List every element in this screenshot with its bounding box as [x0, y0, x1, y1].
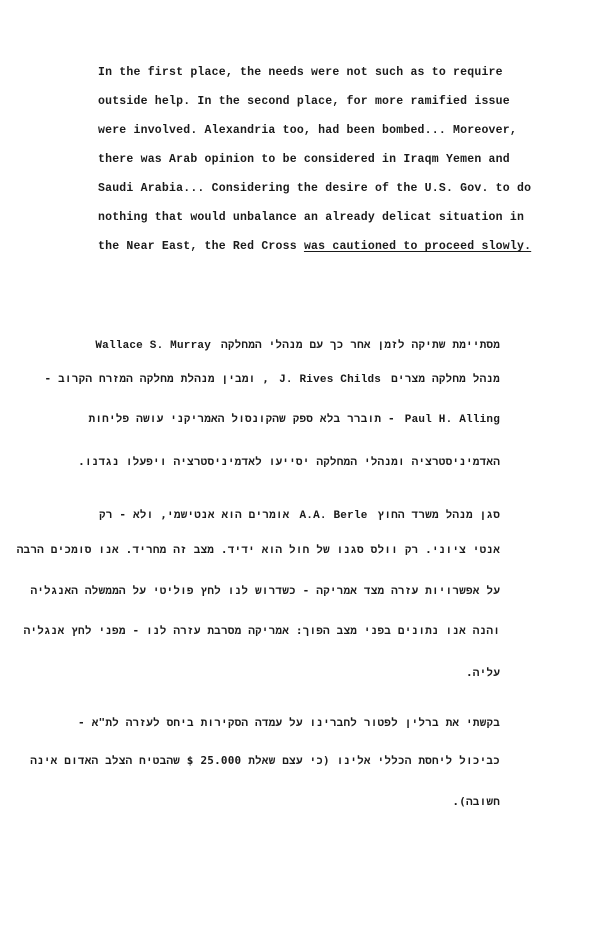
name-childs: J. Rives Childs	[279, 374, 382, 386]
english-line-3: were involved. Alexandria too, had been bombed... Moreover,	[98, 124, 517, 137]
hebrew-p3-line-2: כביכול ליחסת הכללי אלינו (כי עצם שאלת 25.000 $ שהבטיח הצלב האדום אינה	[30, 754, 500, 767]
name-alling: Paul H. Alling	[404, 414, 500, 426]
hebrew-p2-line-4: והנה אנו נתונים בפני מצב הפוך: אמריקה מסרבת עזרה לנו - מפני לחץ אנגליה	[23, 624, 500, 637]
underlined-phrase: was cautioned to proceed slowly.	[303, 240, 532, 253]
hebrew-p3-line-1: בקשתי את ברלין לפטור לחברינו על עמדה הסקירות ביחס לעזרה לת"א -	[78, 716, 500, 729]
hebrew-text: - תוברר בלא ספק שהקונסול האמריקני עושה פליחות	[88, 412, 395, 425]
hebrew-text: , ומבין מנהלת מחלקה המזרח הקרוב -	[44, 372, 270, 385]
english-line-7-start: the Near East, the Red Cross	[98, 240, 304, 253]
hebrew-text: מסתיימת שתיקה לזמן אחר כך עם מנהלי המחלקה	[221, 338, 500, 351]
hebrew-p1-line-3	[89, 412, 500, 427]
english-line-5: Saudi Arabia... Considering the desire of the U.S. Gov. to do	[98, 182, 532, 195]
hebrew-p2-line-1	[99, 508, 500, 523]
english-line-4: there was Arab opinion to be considered in Iraqm Yemen and	[98, 153, 510, 166]
hebrew-p2-line-3: על אפשרויות עזרה מצד אמריקה - כשדרוש לנו לחץ פוליטי על הממשלה האנגליה	[30, 584, 500, 597]
hebrew-p1-line-4: האדמיניסטרציה ומנהלי המחלקה יסייעו לאדמיניסטרציה ויפעלו נגדנו.	[78, 455, 500, 468]
hebrew-p2-line-5: עליה.	[465, 666, 500, 679]
english-line-6: nothing that would unbalance an already delicat situation in	[98, 211, 525, 224]
name-berle: A.A. Berle	[299, 510, 368, 522]
hebrew-p3-line-3: חשובה).	[452, 795, 500, 808]
hebrew-p1-line-2	[44, 372, 500, 387]
english-line-1: In the first place, the needs were not such as to require	[98, 66, 503, 79]
hebrew-p1-line-1	[95, 338, 500, 353]
english-line-7	[98, 240, 531, 254]
hebrew-p2-line-2: אנטי ציוני. רק וולס סגנו של חול הוא ידיד. מצב זה מחריד. אנו סומכים הרבה	[16, 543, 500, 556]
english-line-2: outside help. In the second place, for more ramified issue	[98, 95, 510, 108]
name-murray: Wallace S. Murray	[95, 340, 211, 352]
hebrew-text: מנהל מחלקה מצרים	[391, 372, 500, 385]
hebrew-text: סגן מנהל משרד החוץ	[377, 508, 500, 521]
hebrew-text: אומרים הוא אנטישמי, ולא - רק	[98, 508, 290, 521]
